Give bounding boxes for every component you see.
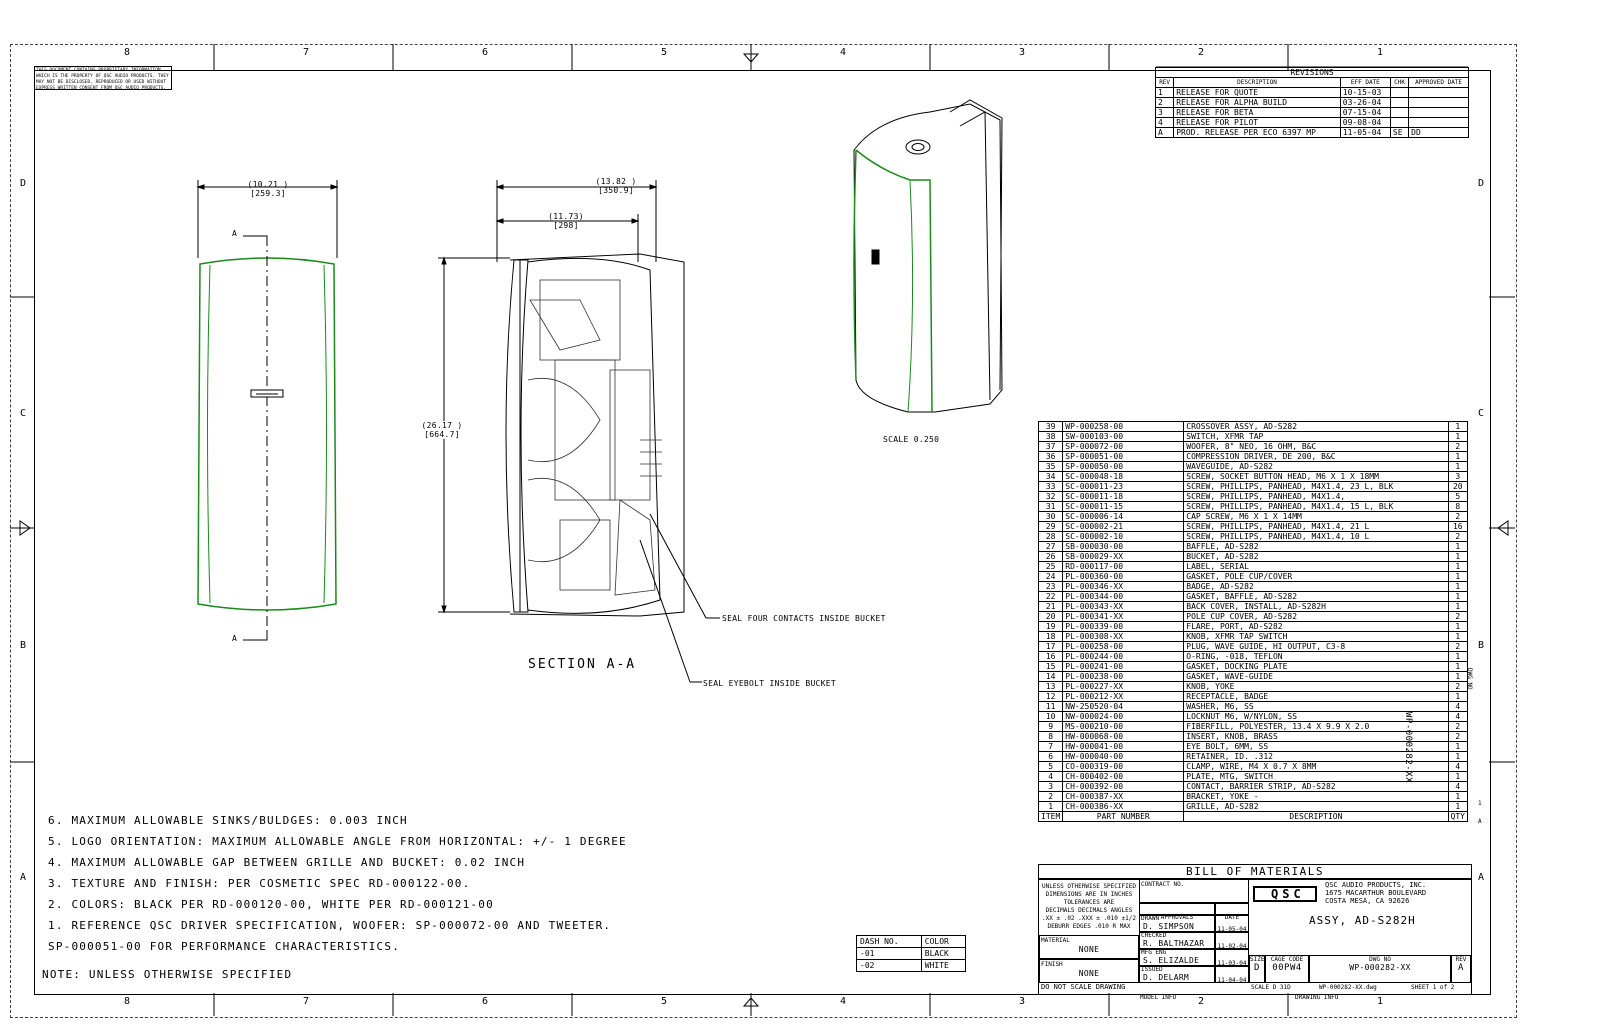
depth-label: (13.82 ) [350.9] — [595, 177, 637, 195]
bom-row: 35 SP-000050-00 WAVEGUIDE, AD-S282 1 — [1039, 462, 1468, 472]
note-line: 4. MAXIMUM ALLOWABLE GAP BETWEEN GRILLE AND BUCKET: 0.02 INCH — [48, 856, 526, 869]
rev-cell: REV A — [1451, 955, 1471, 983]
bom-row: 38 SW-000103-00 SWITCH, XFMR TAP 1 — [1039, 432, 1468, 442]
isometric-view — [854, 100, 1002, 412]
bom-row: 27 SB-000030-00 BAFFLE, AD-S282 1 — [1039, 542, 1468, 552]
contract-cell: CONTRACT NO. — [1139, 879, 1249, 903]
zone-row-B: B — [1478, 640, 1485, 651]
bom-row: 9 MS-000210-00 FIBERFILL, POLYESTER, 13.4 X 9.9 X 2.0 2 — [1039, 722, 1468, 732]
title-block: UNLESS OTHERWISE SPECIFIED DIMENSIONS ARE IN INCHES TOLERANCES ARE DECIMALS DECIMALS ANGLES .XX ± .02 .XXX ± .010 ±1/2 DEBURR EDGES .010 R MAX MATERIAL NONE FINISH NONE DO NOT SCALE DRAWING CONTRACT NO. APPROVALS DATE DRAWN D. SIMPSON 11-05-04 CHECKED R. BALTHAZAR 11-02-04 MFG ENG S. ELIZALDE 11-03-04 ISSUED D. DELARM 11-04-04 QSC QSC AUDIO PRODUCTS, INC. 1675 MACARTHUR BOULEVARD COSTA MESA, CA 92626 ASSY, AD-S282H SIZE D CAGE CODE 00PW4 DWG NO WP-000282-XX REV A SCALE D 31D WP-000282-XX.dwg SHEET 1 of 2 — [1038, 878, 1472, 995]
zone-col-4: 4 — [840, 47, 847, 58]
height-label: (26.17 ) [664.7] — [412, 421, 472, 439]
bom-row: 30 SC-000006-14 CAP SCREW, M6 X 1 X 14MM 2 — [1039, 512, 1468, 522]
front-width-label: (10.21 ) [259.3] — [247, 180, 289, 198]
bom-row: 3 CH-000392-00 CONTACT, BARRIER STRIP, AD-S282 4 — [1039, 782, 1468, 792]
zone-col-5: 5 — [661, 996, 668, 1007]
bom-row: 37 SP-000072-00 WOOFER, 8" NEO, 16 OHM, B&C 2 — [1039, 442, 1468, 452]
approval-checked: CHECKED R. BALTHAZAR — [1139, 932, 1215, 949]
zone-col-3: 3 — [1019, 996, 1026, 1007]
bom-row: 24 PL-000360-00 GASKET, POLE CUP/COVER 1 — [1039, 572, 1468, 582]
bom-row: 8 HW-000068-00 INSERT, KNOB, BRASS 2 — [1039, 732, 1468, 742]
section-marker-bottom: A — [232, 634, 238, 643]
bom-row: 1 CH-000386-XX GRILLE, AD-S282 1 — [1039, 802, 1468, 812]
model-info: MODEL INFO — [1140, 994, 1177, 1001]
finish-cell: FINISH NONE — [1039, 959, 1139, 983]
bom-row: 20 PL-000341-XX POLE CUP COVER, AD-S282 2 — [1039, 612, 1468, 622]
zone-col-4: 4 — [840, 996, 847, 1007]
zone-col-2: 2 — [1198, 47, 1205, 58]
note-header: NOTE: UNLESS OTHERWISE SPECIFIED — [42, 968, 293, 981]
section-marker-top: A — [232, 229, 238, 238]
bom-row: 16 PL-000244-00 O-RING, -018, TEFLON 1 — [1039, 652, 1468, 662]
qsc-logo: QSC — [1253, 883, 1317, 905]
zone-col-3: 3 — [1019, 47, 1026, 58]
dwg-no-cell: DWG NO WP-000282-XX — [1309, 955, 1451, 983]
bom-row: 32 SC-000011-18 SCREW, PHILLIPS, PANHEAD, M4X1.4, 5 — [1039, 492, 1468, 502]
revisions-table: REVISIONS REV DESCRIPTION EFF DATE CHK APPROVED DATE 1 RELEASE FOR QUOTE 10-15-03 2 RELEASE FOR ALPHA BUILD 03-26-04 3 RELEASE FOR BETA 07-15-04 4 RELEASE FOR PILOT 09-08-04 A PROD. RELEASE PER ECO 6397 MP 11-05-04 SE DD — [1155, 67, 1469, 138]
side-sheet-rev: 1 A — [1478, 800, 1482, 825]
revision-row: 3 RELEASE FOR BETA 07-15-04 — [1156, 108, 1469, 118]
bom-row: 39 WP-000258-00 CROSSOVER ASSY, AD-S282 1 — [1039, 422, 1468, 432]
side-dwg-number: WP-000282-XX — [1403, 712, 1413, 784]
revision-row: 4 RELEASE FOR PILOT 09-08-04 — [1156, 118, 1469, 128]
bom-row: 21 PL-000343-XX BACK COVER, INSTALL, AD-S282H 1 — [1039, 602, 1468, 612]
callout-contacts: SEAL FOUR CONTACTS INSIDE BUCKET — [722, 614, 886, 623]
revision-row: A PROD. RELEASE PER ECO 6397 MP 11-05-04 SE DD — [1156, 128, 1469, 138]
drawing-title: ASSY, AD-S282H — [1309, 914, 1416, 927]
approval-mfg: MFG ENG S. ELIZALDE — [1139, 949, 1215, 966]
zone-col-8: 8 — [124, 996, 131, 1007]
zone-col-1: 1 — [1377, 996, 1384, 1007]
zone-col-6: 6 — [482, 47, 489, 58]
section-view — [438, 180, 720, 682]
front-view — [198, 180, 337, 640]
zone-col-1: 1 — [1377, 47, 1384, 58]
note-line: 1. REFERENCE QSC DRIVER SPECIFICATION, WOOFER: SP-000072-00 AND TWEETER. — [48, 919, 612, 932]
zone-col-7: 7 — [303, 996, 310, 1007]
tolerance-block: UNLESS OTHERWISE SPECIFIED DIMENSIONS ARE IN INCHES TOLERANCES ARE DECIMALS DECIMALS ANGLES .XX ± .02 .XXX ± .010 ±1/2 DEBURR EDGES .010 R MAX — [1042, 883, 1136, 930]
bom-row: 22 PL-000344-00 GASKET, BAFFLE, AD-S282 1 — [1039, 592, 1468, 602]
bom-row: 33 SC-000011-23 SCREW, PHILLIPS, PANHEAD, M4X1.4, 23 L, BLK 20 — [1039, 482, 1468, 492]
bom-row: 18 PL-000308-XX KNOB, XFMR TAP SWITCH 1 — [1039, 632, 1468, 642]
bom-row: 15 PL-000241-00 GASKET, DOCKING PLATE 1 — [1039, 662, 1468, 672]
bom-row: 7 HW-000041-00 EYE BOLT, 6MM, SS 1 — [1039, 742, 1468, 752]
zone-row-B: B — [20, 640, 27, 651]
note-line: 6. MAXIMUM ALLOWABLE SINKS/BULDGES: 0.003 INCH — [48, 814, 408, 827]
do-not-scale: DO NOT SCALE DRAWING — [1041, 983, 1126, 991]
dash-color-table: DASH NO. COLOR -01 BLACK -02 WHITE — [856, 935, 966, 972]
section-label: SECTION A-A — [528, 657, 637, 672]
bom-row: 26 SB-000029-XX BUCKET, AD-S282 1 — [1039, 552, 1468, 562]
bom-row: 11 NW-250520-04 WASHER, M6, SS 4 — [1039, 702, 1468, 712]
note-line: SP-000051-00 FOR PERFORMANCE CHARACTERISTICS. — [48, 940, 401, 953]
approval-drawn: DRAWN D. SIMPSON — [1139, 915, 1215, 932]
bom-row: 19 PL-000339-00 FLARE, PORT, AD-S282 1 — [1039, 622, 1468, 632]
bom-row: 29 SC-000002-21 SCREW, PHILLIPS, PANHEAD, M4X1.4, 21 L 16 — [1039, 522, 1468, 532]
zone-col-8: 8 — [124, 47, 131, 58]
material-cell: MATERIAL NONE — [1039, 935, 1139, 959]
zone-row-D: D — [1478, 178, 1485, 189]
revision-row: 2 RELEASE FOR ALPHA BUILD 03-26-04 — [1156, 98, 1469, 108]
zone-col-5: 5 — [661, 47, 668, 58]
zone-col-2: 2 — [1198, 996, 1205, 1007]
bom-row: 5 CO-000319-00 CLAMP, WIRE, M4 X 0.7 X 8MM 4 — [1039, 762, 1468, 772]
iso-scale-label: SCALE 0.250 — [883, 435, 940, 444]
company-address: QSC AUDIO PRODUCTS, INC. 1675 MACARTHUR BOULEVARD COSTA MESA, CA 92626 — [1325, 881, 1427, 905]
zone-row-A: A — [20, 872, 27, 883]
bom-row: 13 PL-000227-XX KNOB, YOKE 2 — [1039, 682, 1468, 692]
dash-row: -02 WHITE — [857, 960, 966, 972]
zone-row-C: C — [20, 408, 27, 419]
side-dwg-label: DWG NO — [1466, 668, 1473, 690]
inner-depth-label: (11.73) [298] — [548, 212, 584, 230]
bom-row: 34 SC-000048-18 SCREW, SOCKET BUTTON HEAD, M6 X 1 X 18MM 3 — [1039, 472, 1468, 482]
callout-eyebolt: SEAL EYEBOLT INSIDE BUCKET — [703, 679, 837, 688]
bom-row: 4 CH-000402-00 PLATE, MTG, SWITCH 1 — [1039, 772, 1468, 782]
bom-row: 31 SC-000011-15 SCREW, PHILLIPS, PANHEAD, M4X1.4, 15 L, BLK 8 — [1039, 502, 1468, 512]
bom-row: 25 RD-000117-00 LABEL, SERIAL 1 — [1039, 562, 1468, 572]
zone-row-C: C — [1478, 408, 1485, 419]
bom-row: 10 NW-000024-00 LOCKNUT M6, W/NYLON, SS 4 — [1039, 712, 1468, 722]
general-notes — [48, 814, 627, 961]
bom-row: 36 SP-000051-00 COMPRESSION DRIVER, DE 200, B&C 1 — [1039, 452, 1468, 462]
dash-row: -01 BLACK — [857, 948, 966, 960]
drawing-info: DRAWING INFO — [1295, 994, 1339, 1001]
note-line: 3. TEXTURE AND FINISH: PER COSMETIC SPEC RD-000122-00. — [48, 877, 471, 890]
revisions-title: REVISIONS — [1156, 68, 1469, 78]
note-line: 5. LOGO ORIENTATION: MAXIMUM ALLOWABLE ANGLE FROM HORIZONTAL: +/- 1 DEGREE — [48, 835, 627, 848]
bom-row: 28 SC-000002-10 SCREW, PHILLIPS, PANHEAD, M4X1.4, 10 L 2 — [1039, 532, 1468, 542]
note-line: 2. COLORS: BLACK PER RD-000120-00, WHITE PER RD-000121-00 — [48, 898, 494, 911]
size-cell: SIZE D — [1249, 955, 1265, 983]
bom-row: 2 CH-000387-XX BRACKET, YOKE - 1 — [1039, 792, 1468, 802]
bom-row: 23 PL-000346-XX BADGE, AD-S282 1 — [1039, 582, 1468, 592]
zone-col-6: 6 — [482, 996, 489, 1007]
zone-row-A: A — [1478, 872, 1485, 883]
file-name: WP-000282-XX.dwg — [1319, 984, 1377, 991]
cage-cell: CAGE CODE 00PW4 — [1265, 955, 1309, 983]
bom-row: 17 PL-000258-00 PLUG, WAVE GUIDE, HI OUTPUT, C3-8 2 — [1039, 642, 1468, 652]
bom-row: 12 PL-000212-XX RECEPTACLE, BADGE 1 — [1039, 692, 1468, 702]
revision-row: 1 RELEASE FOR QUOTE 10-15-03 — [1156, 88, 1469, 98]
approval-issued: ISSUED D. DELARM — [1139, 966, 1215, 983]
bom-header: ITEM PART NUMBER DESCRIPTION QTY — [1039, 812, 1468, 822]
zone-row-D: D — [20, 178, 27, 189]
bom-row: 6 HW-000040-00 RETAINER, ID. .312 1 — [1039, 752, 1468, 762]
zone-col-7: 7 — [303, 47, 310, 58]
bom-title: BILL OF MATERIALS — [1038, 864, 1472, 880]
confidentiality-note: THIS DOCUMENT CONTAINS PROPRIETARY INFORMATION WHICH IS THE PROPERTY OF QSC AUDIO PRODUCTS. THEY MAY NOT BE DISCLOSED, REPRODUCED OR USED WITHOUT EXPRESS WRITTEN CONSENT FROM QSC AUDIO PRODUCTS. — [34, 66, 172, 90]
bom-row: 14 PL-000238-00 GASKET, WAVE-GUIDE 1 — [1039, 672, 1468, 682]
